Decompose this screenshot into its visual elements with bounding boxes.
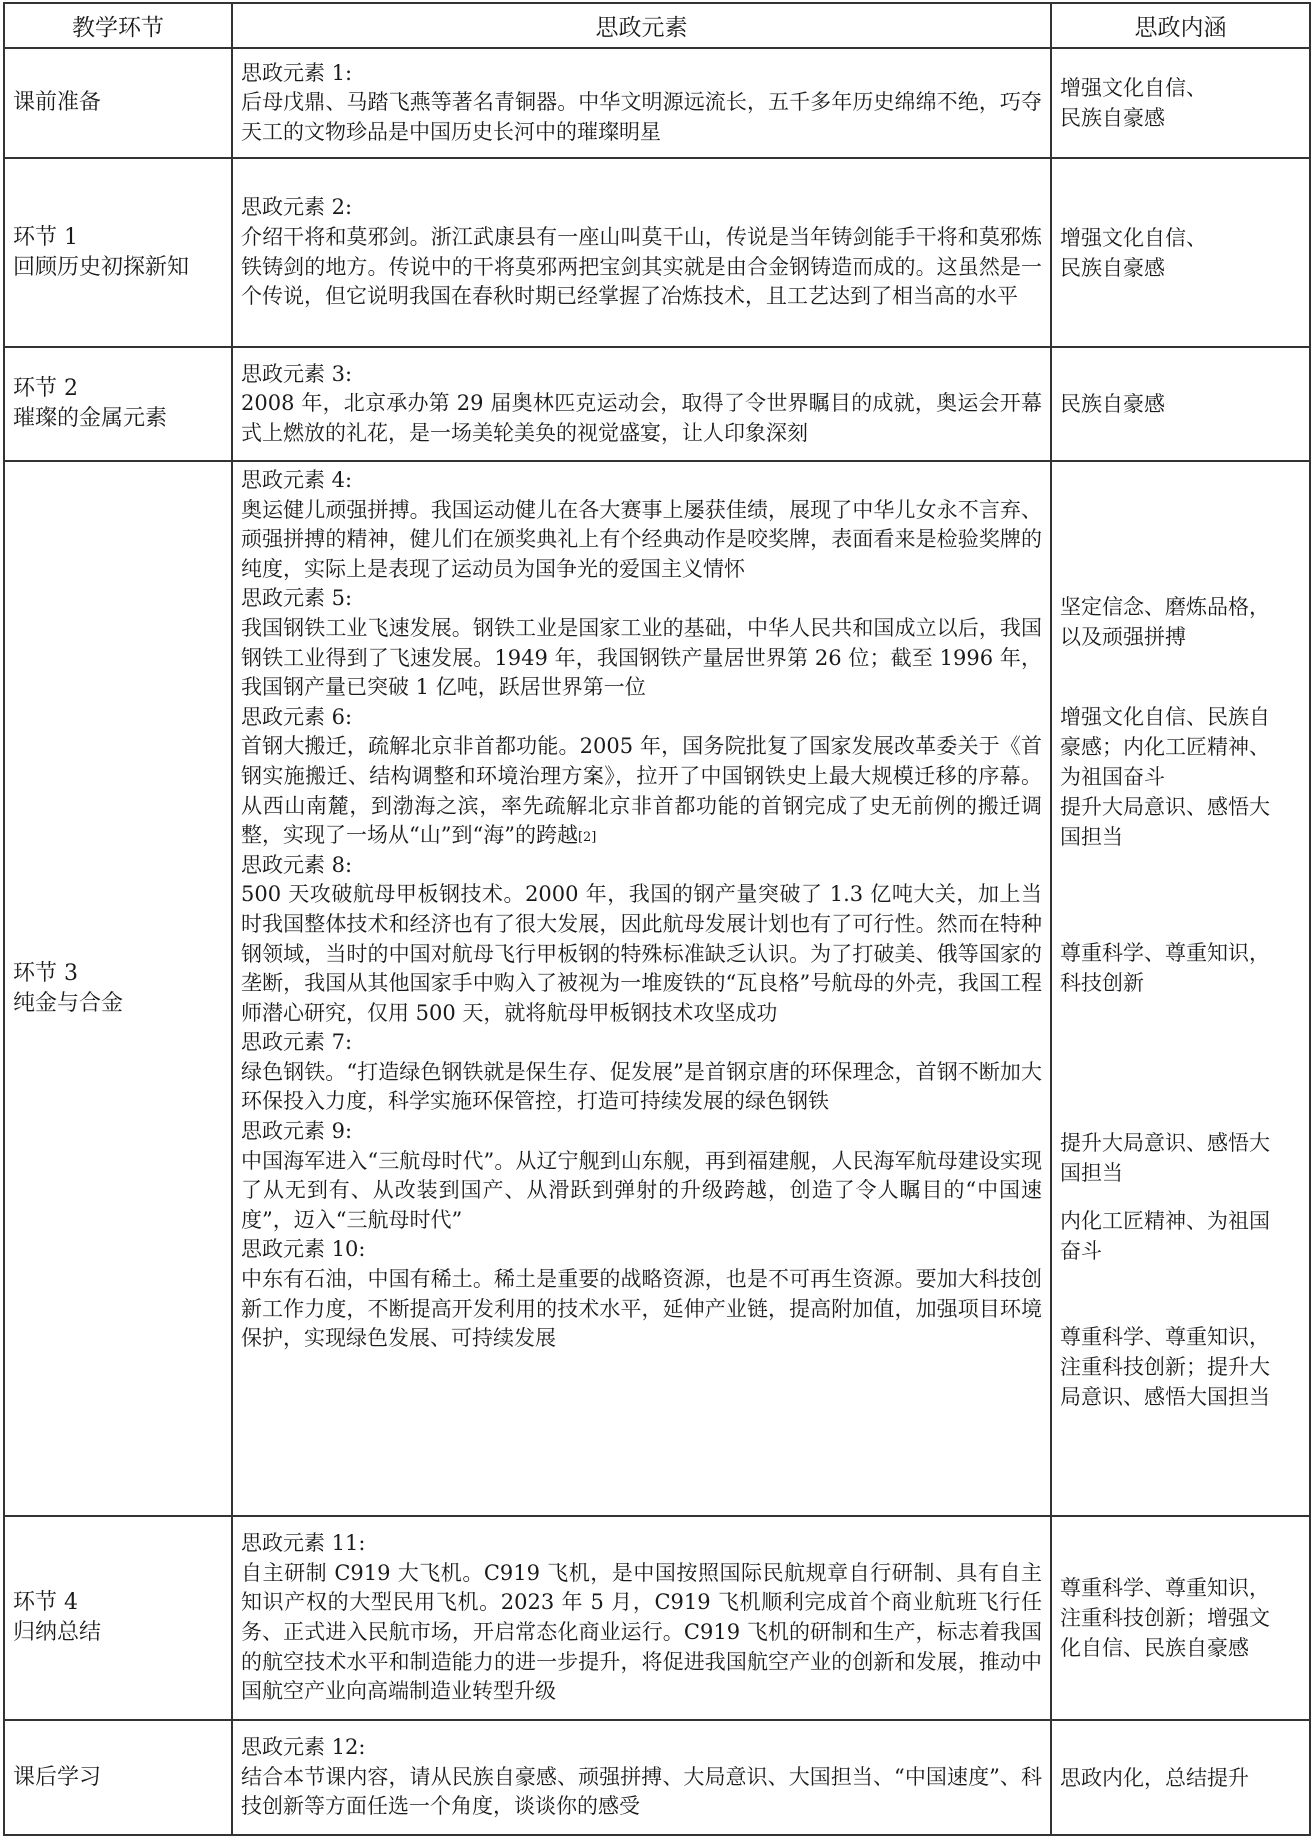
elements-cell xyxy=(232,347,1051,461)
meaning-line: 国担当 xyxy=(1060,1161,1123,1185)
stage-label: 环节 2 xyxy=(13,376,78,401)
meaning-line: 民族自豪感 xyxy=(1060,392,1165,416)
element-title: 思政元素 4: xyxy=(241,468,353,492)
elements-cell xyxy=(232,1720,1051,1835)
element-title: 思政元素 3: xyxy=(241,361,353,386)
stage-label: 回顾历史初探新知 xyxy=(13,254,190,280)
stage-label: 课后学习 xyxy=(13,1764,102,1790)
table-row xyxy=(4,1720,1310,1835)
header-row xyxy=(4,3,1310,48)
element-title: 思政元素 6: xyxy=(241,704,353,729)
element-title: 思政元素 11: xyxy=(241,1531,366,1556)
meaning-line: 国担当 xyxy=(1060,825,1123,849)
meaning-line: 内化工匠精神、为祖国 xyxy=(1060,1209,1270,1233)
meaning-line: 民族自豪感 xyxy=(1060,255,1165,280)
meaning-cell xyxy=(1051,48,1310,158)
table-row xyxy=(4,347,1310,461)
element-title: 思政元素 9: xyxy=(241,1119,353,1144)
stage-label: 归纳总结 xyxy=(13,1620,102,1645)
meaning-line: 民族自豪感 xyxy=(1060,106,1165,130)
element-text: 自主研制 C919 大飞机。C919 飞机，是中国按照国际民航规章自行研制、具有自主知识产权的大型民用飞机。2023 年 5 月，C919 飞机顺利完成首个商业航班飞行任务、正式进入民航市场，开启常态化商业运行。C919 飞机的研制和生产，标志着我国的航空技术水平和制造能力的进一步提升，将促进我国航空产业的创新和发展，推动中国航空产业向高端制造业转型升级 xyxy=(241,1560,1042,1704)
meaning-group xyxy=(1060,1206,1303,1266)
element-text: 我国钢铁工业飞速发展。钢铁工业是国家工业的基础，中华人民共和国成立以后，我国钢铁工业得到了飞速发展。1949 年，我国钢铁产量居世界第 26 位；截至 1996 年，我国钢产量已突破 1 亿吨，跃居世界第一位 xyxy=(241,615,1042,700)
element-title: 思政元素 2: xyxy=(241,195,353,220)
element-text xyxy=(241,732,1042,850)
meaning-line: 以及顽强拼搏 xyxy=(1060,625,1186,649)
header-stage: 教学环节 xyxy=(4,3,232,48)
header-meaning: 思政内涵 xyxy=(1051,3,1310,48)
elements-cell xyxy=(232,158,1051,347)
element-text-body: 首钢大搬迁，疏解北京非首都功能。2005 年，国务院批复了国家发展改革委关于《首钢实施搬迁、结构调整和环境治理方案》，拉开了中国钢铁史上最大规模迁移的序幕。从西山南麓，到渤海之滨，率先疏解北京非首都功能的首钢完成了史无前例的搬迁调整，实现了一场从“山”到“海”的跨越 xyxy=(241,734,1042,848)
meaning-line: 尊重科学、尊重知识， xyxy=(1060,1325,1270,1349)
element-text: 奥运健儿顽强拼搏。我国运动健儿在各大赛事上屡获佳绩，展现了中华儿女永不言弃、顽强拼搏的精神，健儿们在颁奖典礼上有个经典动作是咬奖牌，表面看来是检验奖牌的纯度，实际上是表现了运动员为国争光的爱国主义情怀 xyxy=(241,497,1042,581)
header-elements: 思政元素 xyxy=(232,3,1051,48)
stage-label: 环节 4 xyxy=(13,1590,78,1615)
meaning-line: 思政内化，总结提升 xyxy=(1060,1765,1249,1790)
meaning-group xyxy=(1060,702,1303,852)
element-text: 500 天攻破航母甲板钢技术。2000 年，我国的钢产量突破了 1.3 亿吨大关，加上当时我国整体技术和经济也有了很大发展，因此航母发展计划也有了可行性。然而在特种钢领域，当时的中国对航母飞行甲板钢的特殊标准缺乏认识。为了打破美、俄等国家的垄断，我国从其他国家手中购入了被视为一堆废铁的“瓦良格”号航母的外壳，我国工程师潜心研究，仅用 500 天，就将航母甲板钢技术攻坚成功 xyxy=(241,882,1042,1025)
element-text: 介绍干将和莫邪剑。浙江武康县有一座山叫莫干山，传说是当年铸剑能手干将和莫邪炼铁铸剑的地方。传说中的干将莫邪两把宝剑其实就是由合金钢铸造而成的。这虽然是一个传说，但它说明我国在春秋时期已经掌握了冶炼技术，且工艺达到了相当高的水平 xyxy=(241,224,1042,309)
stage-cell xyxy=(4,1720,232,1835)
table-row xyxy=(4,48,1310,158)
element-text: 中国海军进入“三航母时代”。从辽宁舰到山东舰，再到福建舰，人民海军航母建设实现了从无到有、从改装到国产、从滑跃到弹射的升级跨越，创造了令人瞩目的“中国速度”，迈入“三航母时代” xyxy=(241,1148,1042,1232)
table-row xyxy=(4,1516,1310,1720)
meaning-line: 奋斗 xyxy=(1060,1239,1102,1263)
stage-label: 璀璨的金属元素 xyxy=(13,406,168,431)
meaning-cell xyxy=(1051,1516,1310,1720)
meaning-line: 注重科技创新；提升大 xyxy=(1060,1355,1270,1379)
meaning-group xyxy=(1060,938,1303,998)
meaning-line: 尊重科学、尊重知识， xyxy=(1060,1576,1270,1600)
meaning-line: 注重科技创新；增强文 xyxy=(1060,1606,1270,1630)
stage-cell xyxy=(4,461,232,1516)
element-text: 中东有石油，中国有稀土。稀土是重要的战略资源，也是不可再生资源。要加大科技创新工作力度，不断提高开发利用的技术水平，延伸产业链，提高附加值，加强项目环境保护，实现绿色发展、可持续发展 xyxy=(241,1267,1042,1351)
stage-cell xyxy=(4,48,232,158)
stage-cell xyxy=(4,158,232,347)
element-title: 思政元素 7: xyxy=(241,1030,353,1055)
meaning-line: 提升大局意识、感悟大 xyxy=(1060,795,1270,819)
element-text: 后母戊鼎、马踏飞燕等著名青铜器。中华文明源远流长，五千多年历史绵绵不绝，巧夺天工的文物珍品是中国历史长河中的璀璨明星 xyxy=(241,90,1042,144)
elements-cell xyxy=(232,48,1051,158)
meaning-line: 增强文化自信、 xyxy=(1060,76,1207,100)
stage-label: 课前准备 xyxy=(13,90,102,115)
meaning-line: 提升大局意识、感悟大 xyxy=(1060,1131,1270,1155)
element-title: 思政元素 1: xyxy=(241,60,353,85)
meaning-line: 增强文化自信、 xyxy=(1060,225,1207,250)
element-title: 思政元素 8: xyxy=(241,852,353,877)
element-title: 思政元素 12: xyxy=(241,1735,366,1760)
table-row xyxy=(4,461,1310,1516)
element-text: 结合本节课内容，请从民族自豪感、顽强拼搏、大局意识、大国担当、“中国速度”、科技创新等方面任选一个角度，谈谈你的感受 xyxy=(241,1764,1042,1819)
meaning-line: 科技创新 xyxy=(1060,971,1144,995)
meaning-group xyxy=(1060,592,1303,652)
table-row xyxy=(4,158,1310,347)
meaning-cell xyxy=(1051,347,1310,461)
element-title: 思政元素 10: xyxy=(241,1237,366,1262)
meaning-line: 豪感；内化工匠精神、 xyxy=(1060,735,1270,759)
meaning-line: 局意识、感悟大国担当 xyxy=(1060,1385,1270,1409)
stage-cell xyxy=(4,1516,232,1720)
stage-cell xyxy=(4,347,232,461)
element-text: 2008 年，北京承办第 29 届奥林匹克运动会，取得了令世界瞩目的成就，奥运会开幕式上燃放的礼花，是一场美轮美奂的视觉盛宴，让人印象深刻 xyxy=(241,391,1042,445)
meaning-line: 化自信、民族自豪感 xyxy=(1060,1636,1249,1660)
meaning-line: 为祖国奋斗 xyxy=(1060,765,1165,789)
element-text: 绿色钢铁。“打造绿色钢铁就是保生存、促发展”是首钢京唐的环保理念，首钢不断加大环保投入力度，科学实施环保管控，打造可持续发展的绿色钢铁 xyxy=(241,1059,1042,1114)
stage-label: 环节 3 xyxy=(13,960,78,986)
meaning-group xyxy=(1060,1128,1303,1188)
meaning-cell xyxy=(1051,461,1310,1516)
meaning-line: 增强文化自信、民族自 xyxy=(1060,705,1270,729)
meaning-cell xyxy=(1051,158,1310,347)
element-title: 思政元素 5: xyxy=(241,586,353,611)
meaning-line: 坚定信念、磨炼品格， xyxy=(1060,595,1270,619)
elements-cell xyxy=(232,461,1051,1516)
reference-mark: [2] xyxy=(577,830,597,846)
stage-label: 环节 1 xyxy=(13,224,78,250)
stage-label: 纯金与合金 xyxy=(13,990,124,1016)
meaning-group xyxy=(1060,1322,1303,1412)
meaning-line: 尊重科学、尊重知识， xyxy=(1060,941,1270,965)
ideology-table xyxy=(3,2,1311,1836)
meaning-cell xyxy=(1051,1720,1310,1835)
elements-cell xyxy=(232,1516,1051,1720)
